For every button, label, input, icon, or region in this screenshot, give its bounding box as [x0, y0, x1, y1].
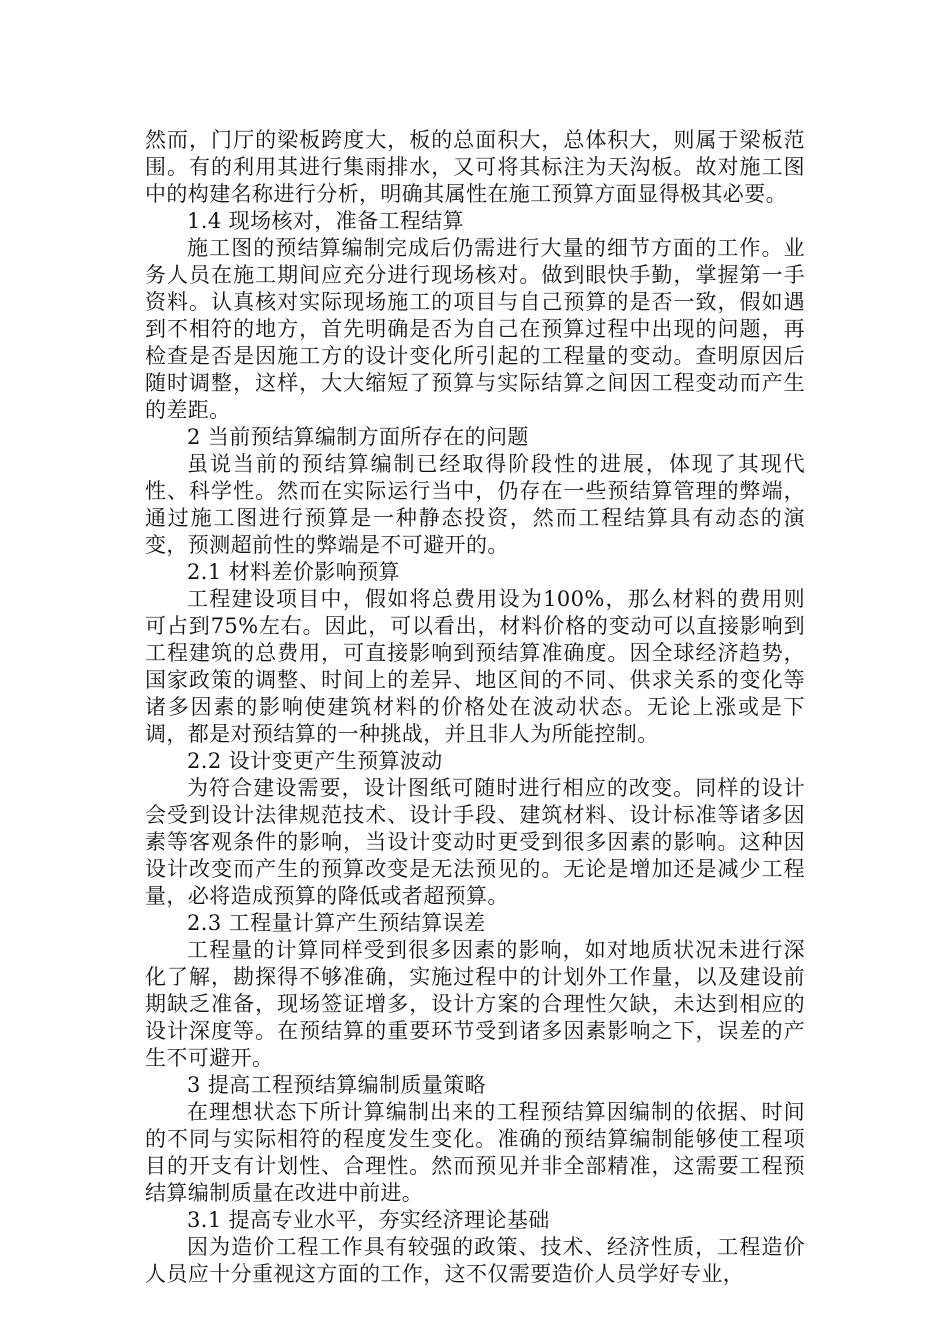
paragraph: 因为造价工程工作具有较强的政策、技术、经济性质，工程造价人员应十分重视这方面的工作，这不仅需要造价人员学好专业，	[145, 1235, 805, 1286]
paragraph: 施工图的预结算编制完成后仍需进行大量的细节方面的工作。业务人员在施工期间应充分进行现场核对。做到眼快手勤，掌握第一手资料。认真核对实际现场施工的项目与自己预算的是否一致，假如遇到不相符的地方，首先明确是否为自己在预算过程中出现的问题，再检查是否是因施工方的设计变化所引起的工程量的变动。查明原因后随时调整，这样，大大缩短了预算与实际结算之间因工程变动而产生的差距。	[145, 236, 805, 422]
section-heading-2-3: 2.3 工程量计算产生预结算误差	[187, 911, 486, 935]
document-body	[145, 127, 805, 1288]
section-heading-2-1: 2.1 材料差价影响预算	[187, 560, 400, 584]
section-heading-2-2: 2.2 设计变更产生预算波动	[187, 749, 443, 773]
paragraph: 虽说当前的预结算编制已经取得阶段性的进展，体现了其现代性、科学性。然而在实际运行当中，仍存在一些预结算管理的弊端，通过施工图进行预算是一种静态投资，然而工程结算具有动态的演变，预测超前性的弊端是不可避开的。	[145, 452, 805, 557]
paragraph: 工程量的计算同样受到很多因素的影响，如对地质状况未进行深化了解，勘探得不够准确，实施过程中的计划外工作量，以及建设前期缺乏准备，现场签证增多，设计方案的合理性欠缺，未达到相应的设计深度等。在预结算的重要环节受到诸多因素影响之下，误差的产生不可避开。	[145, 938, 805, 1070]
paragraph: 工程建设项目中，假如将总费用设为100%，那么材料的费用则可占到75%左右。因此，可以看出，材料价格的变动可以直接影响到工程建筑的总费用，可直接影响到预结算准确度。因全球经济趋势，国家政策的调整、时间上的差异、地区间的不同、供求关系的变化等诸多因素的影响使建筑材料的价格处在波动状态。无论上涨或是下调，都是对预结算的一种挑战，并且非人为所能控制。	[145, 587, 805, 746]
section-heading-3: 3 提高工程预结算编制质量策略	[187, 1073, 487, 1097]
section-heading-3-1: 3.1 提高专业水平，夯实经济理论基础	[187, 1208, 550, 1232]
section-heading-1-4: 1.4 现场核对，准备工程结算	[187, 209, 465, 233]
paragraph: 为符合建设需要，设计图纸可随时进行相应的改变。同样的设计会受到设计法律规范技术、设计手段、建筑材料、设计标准等诸多因素等客观条件的影响，当设计变动时更受到很多因素的影响。这种因设计改变而产生的预算改变是无法预见的。无论是增加还是减少工程量，必将造成预算的降低或者超预算。	[145, 776, 805, 908]
paragraph-continued: 然而，门厅的梁板跨度大，板的总面积大，总体积大，则属于梁板范围。有的利用其进行集雨排水，又可将其标注为天沟板。故对施工图中的构建名称进行分析，明确其属性在施工预算方面显得极其必要。	[145, 128, 805, 206]
paragraph: 在理想状态下所计算编制出来的工程预结算因编制的依据、时间的不同与实际相符的程度发生变化。准确的预结算编制能够使工程项目的开支有计划性、合理性。然而预见并非全部精准，这需要工程预结算编制质量在改进中前进。	[145, 1100, 805, 1205]
section-heading-2: 2 当前预结算编制方面所存在的问题	[187, 425, 529, 449]
